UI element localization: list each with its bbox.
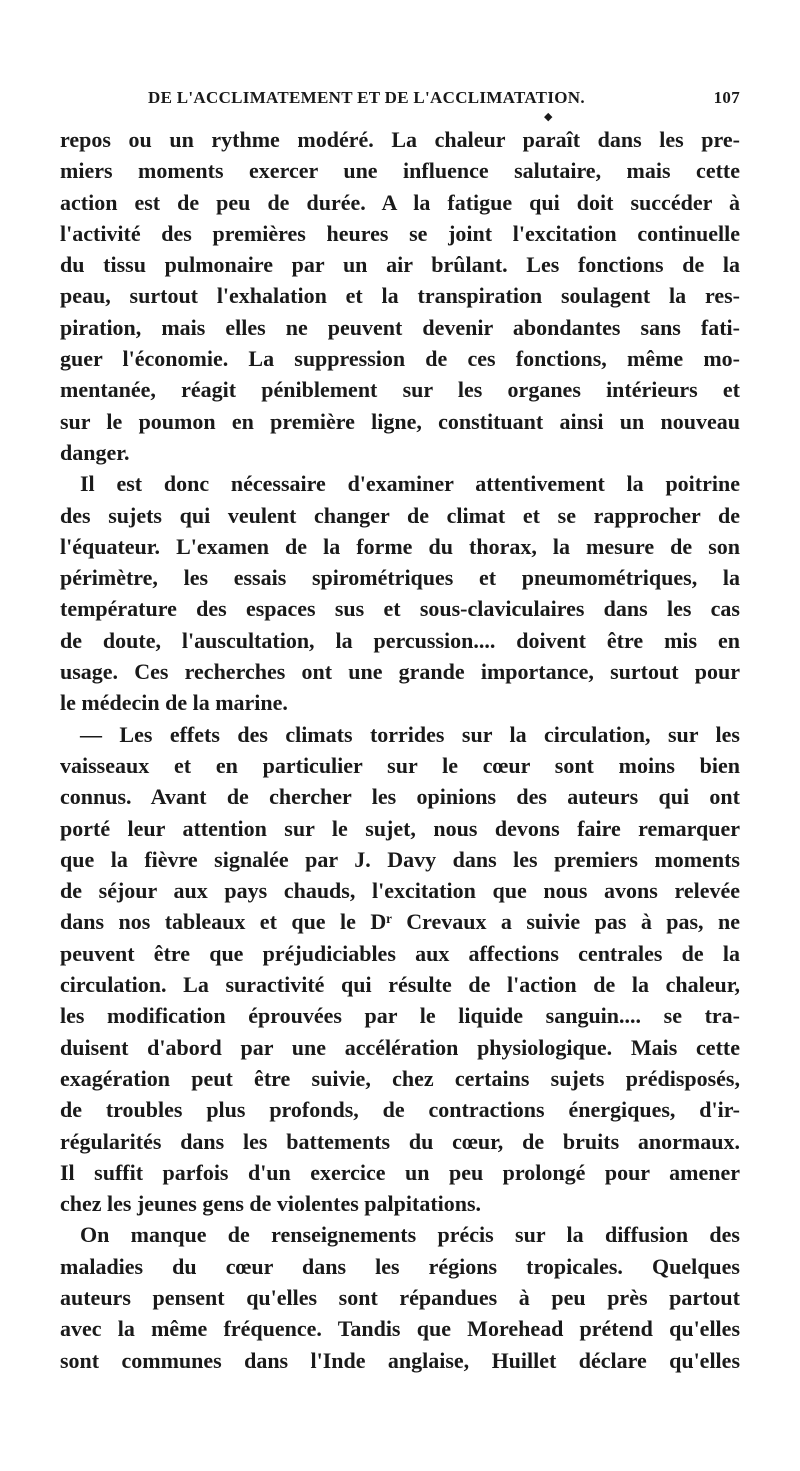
text-line: circulation. La suractivité qui résulte de l'action de la chaleur, (60, 972, 740, 998)
text-line: action est de peu de durée. A la fatigue qui doit succéder à (60, 189, 740, 215)
text-line: que la fièvre signalée par J. Davy dans les premiers moments (60, 846, 740, 872)
text-line: l'équateur. L'examen de la forme du thorax, la mesure de son (60, 533, 740, 559)
text-line: miers moments exercer une influence salutaire, mais cette (60, 158, 740, 184)
text-line: de séjour aux pays chauds, l'excitation que nous avons relevée (60, 878, 740, 904)
text-line: peau, surtout l'exhalation et la transpiration soulagent la res- (60, 283, 740, 309)
running-title: DE L'ACCLIMATEMENT ET DE L'ACCLIMATATION. (148, 88, 585, 107)
text-line: de doute, l'auscultation, la percussion.... doivent être mis en (60, 627, 740, 653)
text-line: l'activité des premières heures se joint l'excitation continuelle (60, 220, 740, 246)
text-line: duisent d'abord par une accélération physiologique. Mais cette (60, 1034, 740, 1060)
text-line: usage. Ces recherches ont une grande importance, surtout pour (60, 659, 740, 685)
text-line: Il est donc nécessaire d'examiner attentivement la poitrine (80, 471, 740, 497)
text-line: sur le poumon en première ligne, constituant ainsi un nouveau (60, 408, 740, 434)
text-line: le médecin de la marine. (60, 690, 288, 716)
body-text (60, 124, 740, 1376)
text-line: chez les jeunes gens de violentes palpitations. (60, 1191, 482, 1217)
text-line: exagération peut être suivie, chez certains sujets prédisposés, (60, 1065, 740, 1091)
text-line: repos ou un rythme modéré. La chaleur paraît dans les pre- (60, 127, 740, 152)
running-head (60, 88, 740, 112)
text-line: périmètre, les essais spirométriques et pneumométriques, la (60, 565, 740, 591)
text-line: maladies du cœur dans les régions tropicales. Quelques (60, 1253, 740, 1279)
text-line: des sujets qui veulent changer de climat et se rapprocher de (60, 502, 740, 528)
text-line: peuvent être que préjudiciables aux affections centrales de la (60, 940, 740, 966)
text-line: température des espaces sus et sous-claviculaires dans les cas (60, 596, 740, 622)
text-line: — Les effets des climats torrides sur la circulation, sur les (80, 721, 740, 747)
text-line: Il suffit parfois d'un exercice un peu prolongé pour amener (60, 1159, 740, 1185)
text-line: piration, mais elles ne peuvent devenir abondantes sans fati- (60, 314, 740, 340)
text-line: du tissu pulmonaire par un air brûlant. Les fonctions de la (60, 252, 740, 278)
text-line: On manque de renseignements précis sur la diffusion des (80, 1222, 740, 1248)
text-line: les modification éprouvées par le liquide sanguin.... se tra- (60, 1003, 740, 1029)
text-line: auteurs pensent qu'elles sont répandues à peu près partout (60, 1284, 740, 1310)
text-line: guer l'économie. La suppression de ces fonctions, même mo- (60, 346, 740, 372)
text-line: dans nos tableaux et que le Dʳ Crevaux a suivie pas à pas, ne (60, 909, 740, 935)
text-line: connus. Avant de chercher les opinions des auteurs qui ont (60, 784, 740, 810)
text-line: porté leur attention sur le sujet, nous devons faire remarquer (60, 815, 740, 841)
ornament-mark-icon: ◆ (544, 111, 553, 123)
text-line: avec la même fréquence. Tandis que Morehead prétend qu'elles (60, 1316, 740, 1342)
text-line: vaisseaux et en particulier sur le cœur sont moins bien (60, 752, 740, 778)
text-line: sont communes dans l'Inde anglaise, Huillet déclare qu'elles (60, 1347, 740, 1373)
text-line: régularités dans les battements du cœur, de bruits anormaux. (60, 1128, 740, 1154)
page-number: 107 (713, 88, 740, 107)
text-line: de troubles plus profonds, de contractions énergiques, d'ir- (60, 1097, 740, 1123)
text-line: mentanée, réagit péniblement sur les organes intérieurs et (60, 377, 740, 403)
text-line: danger. (60, 439, 130, 465)
